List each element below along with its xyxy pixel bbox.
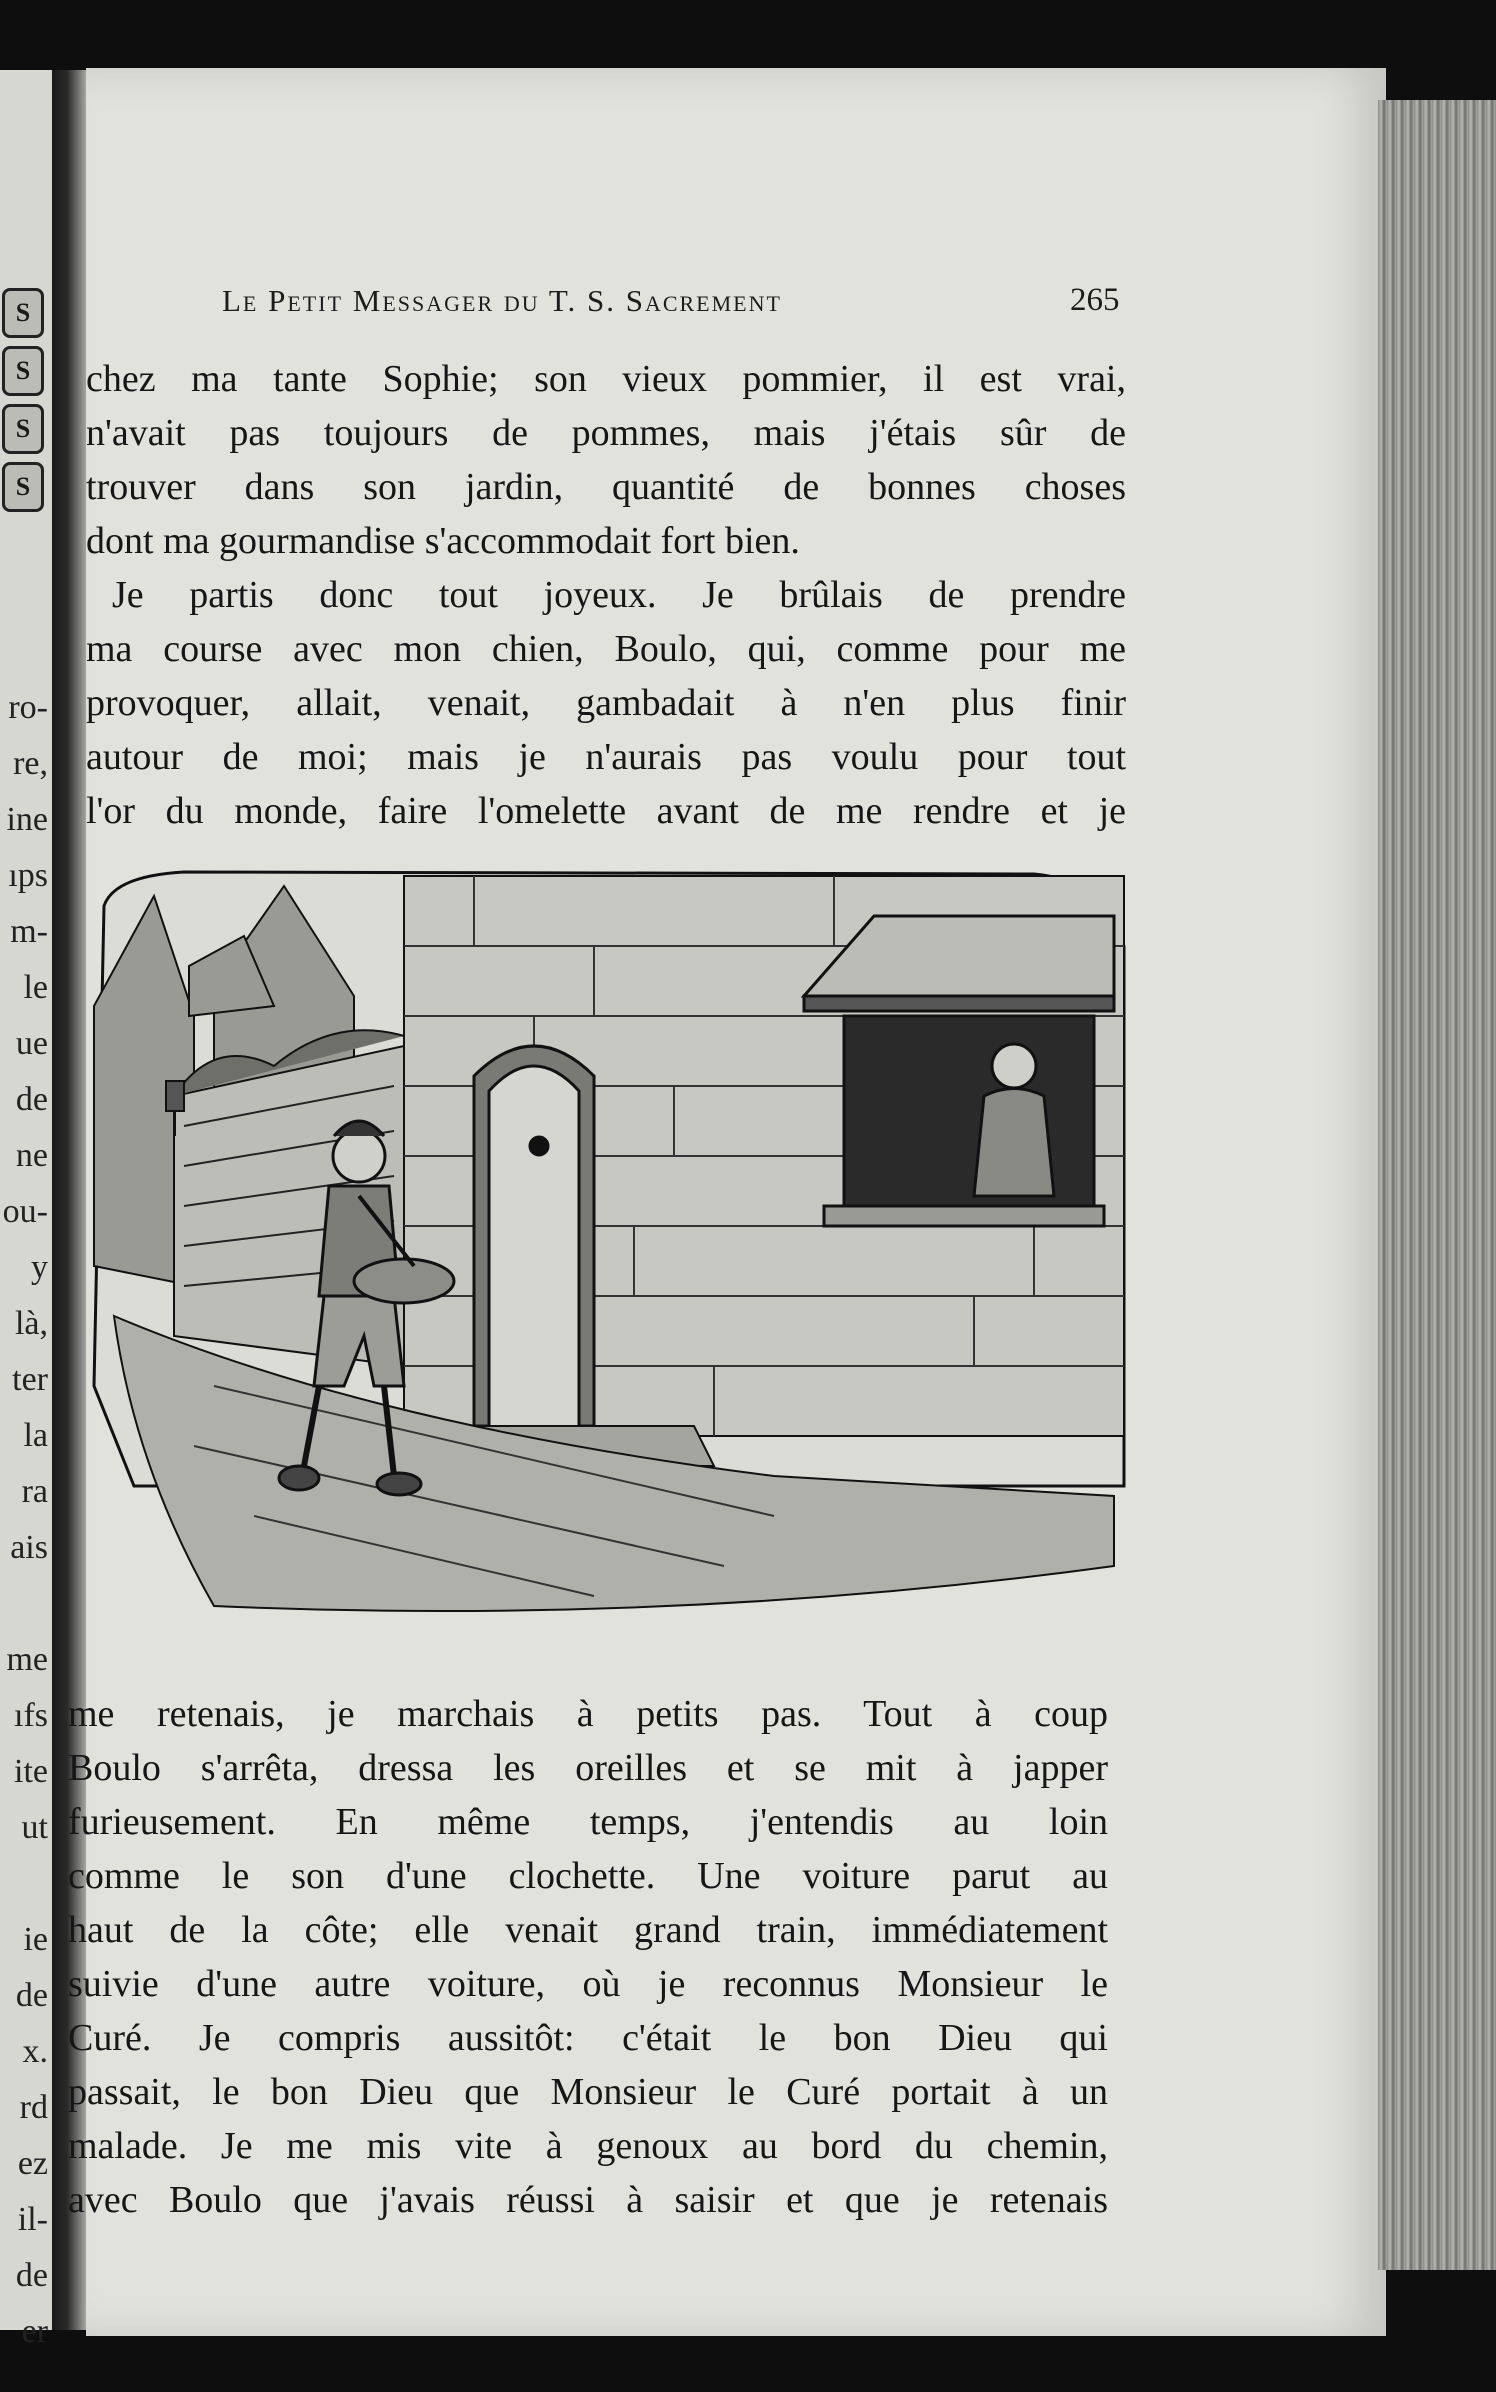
text-line: passait, le bon Dieu que Monsieur le Curé portait à un [68, 2071, 1108, 2113]
previous-page-line: y [31, 1249, 48, 1286]
previous-page-line: ra [21, 1473, 48, 1510]
previous-page-line: re, [13, 745, 48, 782]
previous-page-line: ter [12, 1361, 48, 1398]
previous-page-line: m- [10, 913, 48, 950]
running-head: Le Petit Messager du T. S. Sacrement [222, 283, 782, 318]
engraving-illustration [74, 866, 1134, 1646]
text-line: Curé. Je compris aussitôt: c'était le bon Dieu qui [68, 2017, 1108, 2059]
text-line: malade. Je me mis vite à genoux au bord du chemin, [68, 2125, 1108, 2167]
previous-page-line: ite [14, 1753, 48, 1790]
window [804, 916, 1114, 1226]
previous-page-line: ie [23, 1921, 48, 1958]
page-number: 265 [1070, 282, 1120, 318]
previous-page-line: ine [6, 801, 48, 838]
text-line: avec Boulo que j'avais réussi à saisir et que je retenais [68, 2179, 1108, 2221]
previous-page-line: de [15, 1977, 48, 2014]
text-line: ma course avec mon chien, Boulo, qui, comme pour me [86, 628, 1126, 670]
text-line: provoquer, allait, venait, gambadait à n'en plus finir [86, 682, 1126, 724]
previous-page-line: le [23, 969, 48, 1006]
text-line: trouver dans son jardin, quantité de bonnes choses [86, 466, 1126, 508]
previous-page-line: là, [14, 1305, 48, 1342]
previous-page-line [0, 1856, 48, 1912]
previous-page-line: ıfs [14, 1697, 48, 1734]
ornament-icon: S [2, 288, 44, 338]
previous-page-line: ais [10, 1529, 48, 1566]
text-line: l'or du monde, faire l'omelette avant de me rendre et je [86, 790, 1126, 832]
previous-page-line: er [21, 2313, 48, 2350]
text-line: autour de moi; mais je n'aurais pas voulu pour tout [86, 736, 1126, 778]
body-text-top [86, 352, 1126, 838]
text-line: chez ma tante Sophie; son vieux pommier, il est vrai, [86, 358, 1126, 400]
ornament-icon: S [2, 346, 44, 396]
text-line: dont ma gourmandise s'accommodait fort bien. [86, 520, 800, 562]
previous-page-line: ue [15, 1025, 48, 1062]
previous-page-line: de [15, 1081, 48, 1118]
previous-page-line: x. [22, 2033, 48, 2070]
previous-page-line: de [15, 2257, 48, 2294]
previous-page-line: ut [21, 1809, 48, 1846]
previous-page-line: ne [15, 1137, 48, 1174]
ornament-icon: S [2, 404, 44, 454]
previous-page-line: me [6, 1641, 48, 1678]
ornament-column [0, 280, 52, 520]
previous-page-line: la [23, 1417, 48, 1454]
text-line: Je partis donc tout joyeux. Je brûlais de prendre [112, 574, 1126, 616]
previous-page-line: ro- [8, 689, 48, 726]
previous-page-line: ez [17, 2145, 48, 2182]
previous-page-line: il- [17, 2201, 48, 2238]
text-line: suivie d'une autre voiture, où je reconnus Monsieur le [68, 1963, 1108, 2005]
text-line: haut de la côte; elle venait grand train, immédiatement [68, 1909, 1108, 1951]
previous-page-line [0, 1576, 48, 1632]
previous-page-line: ou- [2, 1193, 48, 1230]
previous-page-text [0, 680, 48, 2360]
page-edges [1378, 100, 1496, 2270]
previous-page-fragment [0, 70, 52, 2350]
body-text-bottom [68, 1687, 1108, 2227]
previous-page-line: ıps [8, 857, 48, 894]
ornament-icon: S [2, 462, 44, 512]
text-line: n'avait pas toujours de pommes, mais j'étais sûr de [86, 412, 1126, 454]
text-line: furieusement. En même temps, j'entendis au loin [68, 1801, 1108, 1843]
text-line: me retenais, je marchais à petits pas. Tout à coup [68, 1693, 1108, 1735]
previous-page-line: rd [19, 2089, 48, 2126]
text-line: comme le son d'une clochette. Une voiture parut au [68, 1855, 1108, 1897]
door [474, 1046, 594, 1426]
text-line: Boulo s'arrêta, dressa les oreilles et se mit à japper [68, 1747, 1108, 1789]
